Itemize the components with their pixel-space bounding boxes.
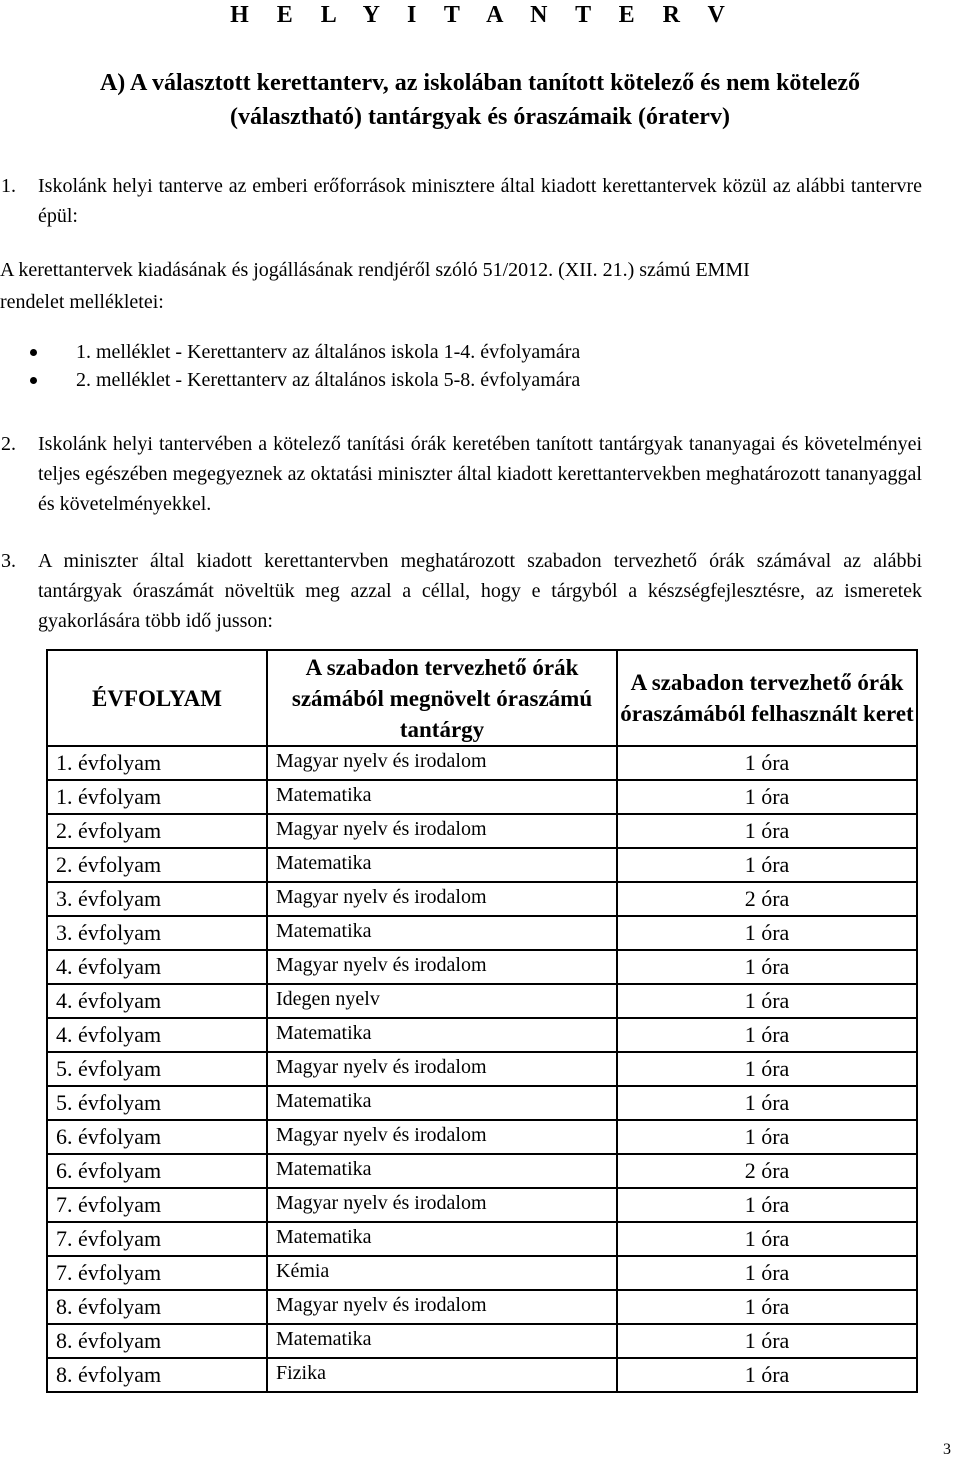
table-body — [47, 746, 917, 1392]
cell-hours: 1 óra — [617, 814, 917, 848]
point-1-number: 1. — [1, 175, 16, 197]
cell-hours: 1 óra — [617, 916, 917, 950]
cell-subject: Fizika — [267, 1358, 617, 1392]
table-row — [47, 984, 917, 1018]
cell-subject: Matematika — [267, 1154, 617, 1188]
cell-hours: 1 óra — [617, 1222, 917, 1256]
hours-table — [46, 649, 918, 1393]
section-a-heading-line1: A) A választott kerettanterv, az iskolában tanított kötelező és nem kötelező — [99, 70, 861, 96]
table-row — [47, 1290, 917, 1324]
table-row — [47, 814, 917, 848]
cell-grade: 4. évfolyam — [47, 1018, 267, 1052]
cell-grade: 3. évfolyam — [47, 882, 267, 916]
cell-subject: Magyar nyelv és irodalom — [267, 1290, 617, 1324]
header-subject: A szabadon tervezhető órák számából megnövelt óraszámú tantárgy — [267, 650, 617, 746]
cell-grade: 8. évfolyam — [47, 1290, 267, 1324]
bullet-icon — [30, 349, 37, 356]
cell-grade: 1. évfolyam — [47, 746, 267, 780]
cell-grade: 7. évfolyam — [47, 1222, 267, 1256]
decree-reference — [0, 254, 950, 318]
cell-grade: 2. évfolyam — [47, 814, 267, 848]
point-1 — [1, 171, 922, 231]
table-row — [47, 1120, 917, 1154]
table-row — [47, 848, 917, 882]
point-2-number: 2. — [1, 433, 16, 455]
cell-subject: Magyar nyelv és irodalom — [267, 814, 617, 848]
annex-list — [0, 338, 940, 394]
section-a-heading — [20, 66, 940, 134]
cell-hours: 1 óra — [617, 1188, 917, 1222]
cell-grade: 4. évfolyam — [47, 950, 267, 984]
cell-hours: 2 óra — [617, 882, 917, 916]
cell-subject: Kémia — [267, 1256, 617, 1290]
table-row — [47, 1052, 917, 1086]
cell-grade: 4. évfolyam — [47, 984, 267, 1018]
cell-hours: 1 óra — [617, 1120, 917, 1154]
cell-hours: 1 óra — [617, 1086, 917, 1120]
cell-subject: Magyar nyelv és irodalom — [267, 1052, 617, 1086]
header-grade: ÉVFOLYAM — [47, 650, 267, 746]
list-item: 2. melléklet - Kerettanterv az általános iskola 5-8. évfolyamára — [0, 366, 940, 394]
cell-hours: 1 óra — [617, 746, 917, 780]
cell-grade: 7. évfolyam — [47, 1188, 267, 1222]
cell-subject: Matematika — [267, 780, 617, 814]
bullet-icon — [30, 377, 37, 384]
cell-subject: Magyar nyelv és irodalom — [267, 1120, 617, 1154]
cell-subject: Matematika — [267, 1222, 617, 1256]
cell-grade: 5. évfolyam — [47, 1052, 267, 1086]
table-header-row — [47, 650, 917, 746]
cell-subject: Magyar nyelv és irodalom — [267, 1188, 617, 1222]
table-row — [47, 1018, 917, 1052]
decree-line1: A kerettantervek kiadásának és jogállásának rendjéről szóló 51/2012. (XII. 21.) számú EMMI — [0, 259, 750, 281]
table-row — [47, 1358, 917, 1392]
cell-grade: 3. évfolyam — [47, 916, 267, 950]
cell-subject: Magyar nyelv és irodalom — [267, 882, 617, 916]
table-row — [47, 1222, 917, 1256]
point-3-number: 3. — [1, 550, 16, 572]
cell-grade: 8. évfolyam — [47, 1358, 267, 1392]
cell-hours: 1 óra — [617, 1018, 917, 1052]
cell-subject: Matematika — [267, 1324, 617, 1358]
cell-hours: 1 óra — [617, 848, 917, 882]
table-row — [47, 746, 917, 780]
point-3 — [1, 546, 922, 636]
table-row — [47, 882, 917, 916]
decree-line2: rendelet mellékletei: — [0, 291, 164, 313]
table-row — [47, 1154, 917, 1188]
section-a-heading-line2: (választható) tantárgyak és óraszámaik (óraterv) — [230, 104, 730, 130]
document-title: H E L Y I T A N T E R V — [230, 2, 730, 28]
page-number: 3 — [943, 1441, 951, 1458]
table-row — [47, 1324, 917, 1358]
cell-grade: 1. évfolyam — [47, 780, 267, 814]
cell-hours: 2 óra — [617, 1154, 917, 1188]
point-1-text: Iskolánk helyi tanterve az emberi erőforrások minisztere által kiadott kerettantervek közül az alábbi tantervre épül: — [38, 175, 922, 227]
cell-grade: 5. évfolyam — [47, 1086, 267, 1120]
header-hours: A szabadon tervezhető órák óraszámából felhasznált keret — [617, 650, 917, 746]
cell-grade: 6. évfolyam — [47, 1154, 267, 1188]
table-row — [47, 1188, 917, 1222]
table-row — [47, 1256, 917, 1290]
cell-hours: 1 óra — [617, 1052, 917, 1086]
cell-grade: 6. évfolyam — [47, 1120, 267, 1154]
cell-hours: 1 óra — [617, 950, 917, 984]
cell-subject: Matematika — [267, 1086, 617, 1120]
cell-hours: 1 óra — [617, 1324, 917, 1358]
point-2 — [1, 429, 922, 519]
cell-subject: Matematika — [267, 916, 617, 950]
cell-subject: Idegen nyelv — [267, 984, 617, 1018]
cell-subject: Magyar nyelv és irodalom — [267, 950, 617, 984]
cell-hours: 1 óra — [617, 1290, 917, 1324]
cell-hours: 1 óra — [617, 1256, 917, 1290]
point-2-text: Iskolánk helyi tantervében a kötelező tanítási órák keretében tanított tantárgyak tananyagai és követelményei teljes egészében megegyeznek az oktatási miniszter által kiadott kerettantervekben meghatározott tananyaggal és követelményekkel. — [38, 433, 922, 515]
cell-hours: 1 óra — [617, 1358, 917, 1392]
list-item: 1. melléklet - Kerettanterv az általános iskola 1-4. évfolyamára — [0, 338, 940, 366]
table-row — [47, 780, 917, 814]
table-row — [47, 916, 917, 950]
table-row — [47, 950, 917, 984]
point-3-text: A miniszter által kiadott kerettantervben meghatározott szabadon tervezhető órák számával az alábbi tantárgyak óraszámát növeltük meg azzal a céllal, hogy e tárgyból a készségfejlesztésre, az ismeretek gyakorlására több idő jusson: — [38, 550, 922, 632]
cell-grade: 7. évfolyam — [47, 1256, 267, 1290]
cell-subject: Magyar nyelv és irodalom — [267, 746, 617, 780]
cell-subject: Matematika — [267, 1018, 617, 1052]
cell-grade: 2. évfolyam — [47, 848, 267, 882]
cell-hours: 1 óra — [617, 984, 917, 1018]
cell-hours: 1 óra — [617, 780, 917, 814]
cell-subject: Matematika — [267, 848, 617, 882]
cell-grade: 8. évfolyam — [47, 1324, 267, 1358]
table-row — [47, 1086, 917, 1120]
